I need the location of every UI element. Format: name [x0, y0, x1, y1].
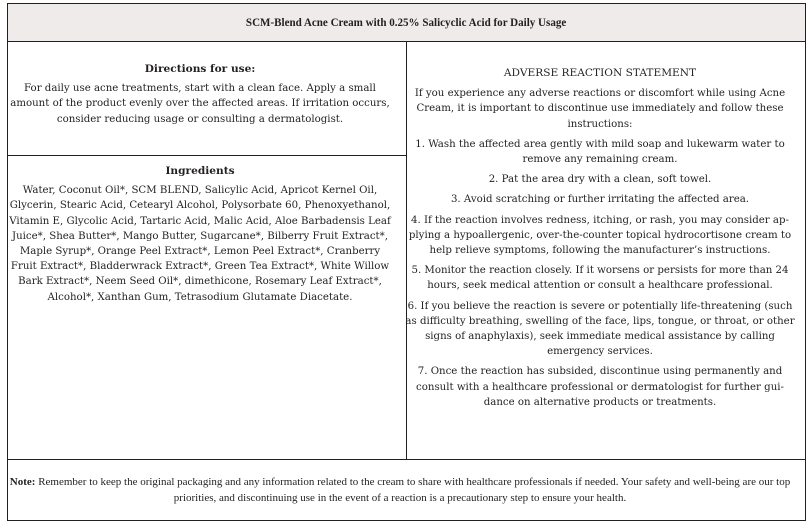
note-row-divider	[8, 459, 805, 460]
adverse-reaction-cell	[405, 66, 795, 415]
directions-cell	[6, 62, 394, 133]
adverse-step: 1. Wash the affected area gently with mild soap and lukewarm water to remove any remaining cream.	[415, 138, 785, 166]
note-label: Note:	[9, 476, 36, 488]
adverse-step: 5. Monitor the reaction closely. If it worsens or persists for more than 24 hours, seek medical attention or consult a healthcare professional.	[411, 265, 789, 292]
note-cell	[4, 475, 796, 506]
adverse-heading: ADVERSE REACTION STATEMENT	[503, 67, 697, 79]
ingredients-cell	[6, 164, 394, 311]
table-title: SCM-Blend Acne Cream with 0.25% Salicyclic Acid for Daily Usage	[246, 15, 567, 29]
left-row-divider	[8, 155, 406, 156]
adverse-step: 2. Pat the area dry with a clean, soft towel.	[488, 174, 712, 186]
note-text: Remember to keep the original packaging and any information related to the cream to share with healthcare professionals if needed. Your safety and well-being are our top priorities, and discontinuing use in the event of a reaction is a precautionary step to ensure your health.	[38, 476, 791, 504]
adverse-step: 7. Once the reaction has subsided, discontinue using permanently and consult with a healthcare professional or dermatologist for further gui-dance on alternative products or treatments.	[416, 366, 784, 408]
title-row	[8, 4, 805, 42]
directions-text: For daily use acne treatments, start with a clean face. Apply a small amount of the product evenly over the affected areas. If irritation occurs, consider reducing usage or consulting a dermatologist.	[10, 83, 390, 125]
adverse-step: 3. Avoid scratching or further irritating the affected area.	[450, 194, 750, 206]
directions-heading: Directions for use:	[144, 63, 256, 75]
ingredients-text: Water, Coconut Oil*, SCM BLEND, Salicylic Acid, Apricot Kernel Oil, Glycerin, Stearic Acid, Cetearyl Alcohol, Polysorbate 60, Phenoxyethanol, Vitamin E, Glycolic Acid, Tartaric Acid, Malic Acid, Aloe Barbadensis Leaf Juice*, Shea Butter*, Mango Butter, Sugarcane*, Bilberry Fruit Extract*, Maple Syrup*, Orange Peel Extract*, Lemon Peel Extract*, Cranberry Fruit Extract*, Bladderwrack Extract*, Green Tea Extract*, White Willow Bark Extract*, Neem Seed Oil*, dimethicone, Rosemary Leaf Extract*, Alcohol*, Xanthan Gum, Tetrasodium Glutamate Diacetate.	[9, 185, 391, 303]
adverse-step: 6. If you believe the reaction is severe or potentially life-threatening (such as difficulty breathing, swelling of the face, lips, tongue, or throat, or other signs of anaphylaxis), seek immediate medical assistance by calling emergency services.	[405, 300, 795, 358]
adverse-intro: If you experience any adverse reactions or discomfort while using Acne Cream, it is important to discontinue use immediately and follow these instructions:	[414, 88, 786, 130]
ingredients-heading: Ingredients	[165, 165, 235, 177]
adverse-step: 4. If the reaction involves redness, itching, or rash, you may consider ap-plying a hypoallergenic, over-the-counter topical hydrocortisone cream to help relieve symptoms, following the manufacturer’s instructions.	[408, 214, 792, 257]
